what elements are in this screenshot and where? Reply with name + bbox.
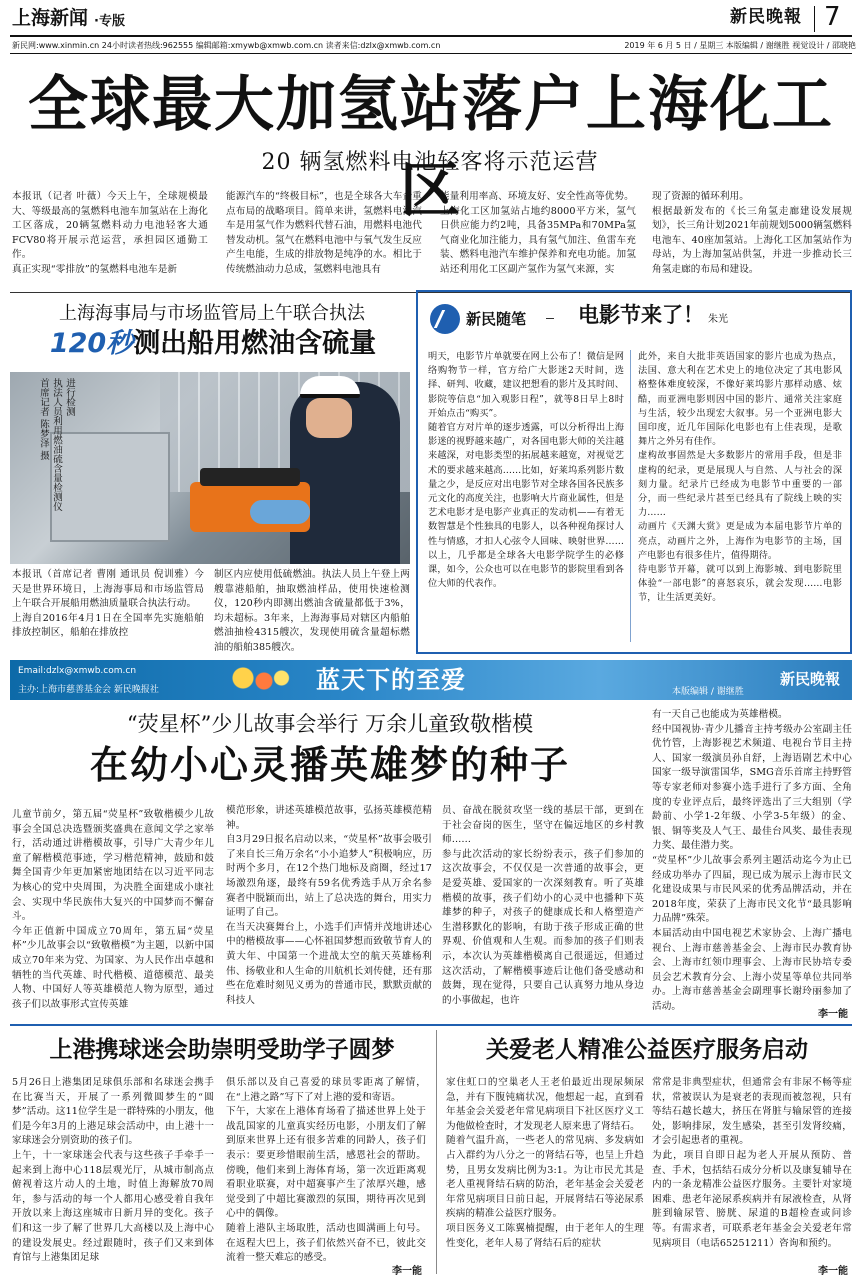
inspection-photo — [10, 372, 410, 564]
photo-caption: 进行检测 执法人员利用燃油硫含量检测仪 首席记者 陈梦泽 摄 — [38, 378, 75, 511]
lead-headline: 全球最大加氢站落户上海化工区 — [28, 70, 834, 226]
maritime-headline — [18, 326, 408, 362]
story-col-1: 儿童节前夕，第五届“荧星杯”致敬楷模少儿故事会全国总决选暨颁奖盛典在意闻文学之家举行，活动通过讲楷模故事，引导广大青少年儿童了解楷模范事迹，学习楷范精神，鼓励和鼓舞全国青少年更加紧密地团结在以习近平同志为核心的党中央周围，为决胜全面建成小康社会、实现中华民族伟大复兴的中国梦而不懈奋斗。 今年正值新中国成立70周年，第五届“荧星杯”少儿故事会以“致敬楷模”为主题，以新中国成立70年来为党、为国家、为人民作出卓越和牺牲的当代英雄、时代楷模、道德模范、最美人物、中国好人等英雄模范人物为原型，通过孩子们以故事形式宣传英雄 — [12, 809, 214, 1010]
story-col-3: 员、奋战在脱贫攻坚一线的基层干部，更到在于社会奋岗的医生，坚守在偏远地区的乡村教师…… 参与此次活动的家长纷纷表示，孩子们参加的这次故事会，不仅仅是一次普通的故事会，更是爱英雄、爱国家的一次深刻教育。听了英雄楷模的故事，孩子们幼小的心灵中也播种下英雄梦的种子，对孩子的健康成长和人格塑造产生潜移默化的影响，有助于孩子形成正确的世界观、价值观和人生观。而参加的孩子们则表示，本次认为英雄楷模离自己很遥远，但通过这次活动，了解楷模事迹后让他们备受感动和鼓舞，现在觉得，只要自己认真努力地从身边的小事做起，也许 — [442, 805, 644, 1006]
maritime-kicker: 上海海事局与市场监管局上午联合执法 — [59, 303, 365, 324]
bottom-right-signature: 李一能 — [818, 1266, 848, 1277]
photo-device-top — [200, 468, 300, 486]
bottom-right-headline: 关爱老人精准公益医疗服务启动 — [486, 1037, 808, 1063]
lead-col-1: 本报讯（记者 叶薇）今天上午，全球规模最大、等级最高的氢燃料电池车加氢站在上海化工区落成，20辆氢燃料动力电池轻客大通FCV80将开展示范运营，承担园区通勤工作。 真正实现“零排放”的氢燃料电池车是新 — [12, 191, 208, 275]
charity-banner — [10, 660, 852, 700]
photo-face — [306, 398, 352, 438]
photo-hand — [250, 500, 310, 524]
edition-label: ·专版 — [94, 14, 125, 29]
masthead-date: 2019 年 6 月 5 日 / 星期三 本版编辑 / 谢继胜 视觉设计 / 邵晓艳 — [624, 41, 856, 50]
masthead-rule-bottom — [10, 53, 852, 54]
lead-col-3: 能量利用率高、环境友好、安全性高等优势。 上海化工区加氢站占地约8000平方米，氢气日供应能力约2吨，具备35MPa和70MPa氢气商业化加注能力，具有氢气加注、鱼雷车充装、燃料电池汽车维护保养和充电功能。加氢站还利用化工区副产氢作为氢气来源，实 — [440, 191, 636, 275]
banner-title: 蓝天下的至爱 — [316, 666, 466, 694]
story-col-4: 有一天自己也能成为英雄楷模。 经中国视协·青少儿播音主持考级办公室副主任优竹管，上海影视艺术频道、电视台节目主持人、国家一级演员孙自舒，上海语剧艺术中心国家一级导演雷国华，SMG音乐首席主持野管等专家老师对参赛小选手进行了多方面、全角度的专业评点后，最终评选出了三大组别（学龄前、小学1-2年级、小学3-5年级）的金、银、铜等奖及人气王、最佳台风奖、最佳表现力奖、最佳潜力奖。 “荧星杯”少儿故事会系列主题活动迄今为止已经成功举办了四届，现已成为展示上海市民文化建设成果与市民风采的优秀品牌活动，并在2018年度，荣获了上海市民文化节“最具影响力品牌”殊荣。 本届活动由中国电视艺术家协会、上海广播电视台、上海市慈善基金会、上海市民办教育协会、上海市红领巾理事会、上海市民协培专委员会艺术教育分会、上海小荧星等单位共同举办。上海市慈善基金会副理事长谢玲丽参加了活动。 — [652, 709, 852, 1012]
heart-icon — [222, 666, 292, 696]
section-name: 上海新闻 — [12, 7, 89, 29]
essay-column-logo — [428, 298, 558, 338]
essay-col-1: 明天，电影节片单就要在网上公布了！微信是网络购物节一样，官方给广大影迷2天时间，选择、研判、收藏，建议把想看的影片及其时间、影院等信息“加入观影日程”，就等8日早上8时开始点击“购买”。 随着官方对片单的逐步透露，可以分析得出上海影迷的视野越来越广，对各国电影大师的关注越来越深，对电影类型的拓展越来越宽，对视觉艺术的要求越来越高……比如，好莱坞系列影片数量之少，是反应对出电影节对全球各国各民族多元文化的高度关注，也影响大片商业属性，但是艺术电影才是电影产业真正的发动机——有着无数智慧是个性独具的电影人，以各种视角探讨人性与情感，才扣人心弦令人回味、映射世界……以上，几乎都是全球各大电影学院学生的必修课，如今，公众也可以在电影节的影院里看到各位大师的代表作。 — [428, 351, 624, 590]
maritime-col-1: 本报讯（首席记者 曹刚 通讯员 倪训雅）今天是世界环境日，上海海事局和市场监管局上午联合开展船用燃油质量联合执法行动。 上海自2016年4月1日在全国率先实施船舶排放控制区，船舶在排放控 — [12, 569, 204, 639]
bottom-left-headline: 上港携球迷会助崇明受助学子圆梦 — [49, 1037, 395, 1063]
story-signature: 李一能 — [818, 1009, 848, 1020]
bottom-divider — [436, 1030, 437, 1274]
story-kicker: “荧星杯”少儿故事会举行 万余儿童致敬楷模 — [126, 712, 534, 736]
lead-col-2: 能源汽车的“终极目标”，也是全球各大车企重点布局的战略项目。简单来讲，氢燃料电池汽车是用氢气作为燃料代替石油，用燃料电池代替发动机。氢气在燃料电池中与氧气发生反应产生电能，生成的排放物是纯净的水。相比于传统燃油动力总成，氢燃料电池具有 — [226, 191, 422, 275]
page-divider — [814, 6, 815, 32]
essay-column-name: 新民随笔 — [466, 310, 527, 328]
banner-logo: 新民晚報 — [780, 670, 841, 688]
photo-officer-cap — [300, 376, 360, 398]
essay-author: 朱光 — [708, 314, 728, 325]
bottom-right-col-2: 常常是非典型症状，但通常会有非尿不畅等症状，常被误认为是衰老的表现而被忽视，只有等结石越长越大，挤压在肾脏与输尿管的连接处，影响排尿，发生感染，甚至引发肾绞痛，才会引起患者的重视。 为此，项目自即日起为老人开展从预防、普查、手术，包括结石成分分析以及康复辅导在内的一条龙精准公益医疗服务。主要针对家境困难、患老年泌尿系疾病并有尿液检查，从肾脏到输尿管、膀胱、尿道的B超检查或问诊等。有需求者，可联系老年基金会关爱老年常见病项目（电话65251211）咨询和预约。 — [652, 1077, 852, 1249]
essay-title: 电影节来了！ — [578, 303, 704, 327]
masthead-info: 新民网:www.xinmin.cn 24小时读者热线:962555 编辑邮箱:xmywb@xmwb.com.cn 读者来信:dzlx@xmwb.com.cn — [12, 41, 441, 50]
headline-emphasis: 120秒 — [49, 328, 134, 359]
story-col-2: 模范形象，讲述英雄模范故事，弘扬英雄模范精神。 自3月29日报名启动以来，“荧星杯”故事会吸引了来自长三角万余名“小小追梦人”积极响应，历时两个多月，在12个热门地标及商圈，经过17场激烈角逐，最终有59名优秀选手从万余名参赛者中脱颖而出，站上了总决选的舞台，用实力证明了自己。 在当天决赛舞台上，小选手们声情并茂地讲述心中的楷模故事——心怀祖国梦想而致敬节育人的黄大年、中国第一个进战太空的航天英雄杨利伟、扬敬业和人生命的川航机长刘传健，还有那些在危难时刻见义勇为的普通市民，默默贡献的科技人 — [226, 805, 432, 1006]
section-rule — [10, 1024, 852, 1026]
essay-divider — [630, 350, 631, 642]
essay-box — [416, 290, 852, 654]
essay-title-rule — [546, 318, 554, 319]
headline-rest: 测出船用燃油含硫量 — [133, 328, 377, 359]
banner-host: 主办:上海市慈善基金会 新民晚报社 — [18, 685, 159, 695]
lead-col-4: 现了资源的循环利用。 根据最新发布的《长三角氢走廊建设发展规划》，长三角计划2021年前规划5000辆氢燃料电池车、40座加氢站。上海化工区加氢站作为母站，为上海加氢站供氢，并进一步推动长三角氢走廊的布局和建设。 — [652, 191, 852, 275]
bottom-left-col-2: 俱乐部以及自己喜爱的球员零距离了解情，在“上港之路”写下了对上港的爱和寄语。 下午，大家在上港体育场看了描述世界上处于战乱国家的儿童真实经历电影，小朋友们了解到原来世界上还有很多苦难的同龄人，孩子们表示：要更珍惜眼前生活，感恩社会的帮助。傍晚，他们来到上海体育场，第一次近距离观看职业联赛，对中超赛事产生了浓厚兴趣，感觉受到了中超比赛激烈的氛围，期待再次见到心中的偶像。 随着上港队主场取胜，活动也圆满画上句号。在返程大巴上，孩子们依然兴奋不已，彼此交流着一整天难忘的感受。 — [226, 1077, 426, 1264]
essay-col-2: 此外，来自大批非英语国家的影片也成为热点，法国、意大利在艺术史上的地位决定了其电影风格整体难度较深，不像好莱坞影片那样动感、炫酷，而亚洲电影则因中国的影片、通常关注家庭与生活，较少出现宏大叙事。另一个亚洲电影大国印度，近几年国际化电影也有上佳表现，是歌舞片之外另有佳作。 虚构故事固然是大多数影片的常用手段，但是非虚构的纪录，更是展现人与自然、人与社会的深刻力量。纪录片已经成为电影节中重要的一部分，而一些纪录片甚至已经具有了院线上映的实力…… 动画片《天渊大赏》更是成为本届电影节片单的亮点，动画片之外，上海作为电影节的主场，国产电影也有很多佳片，值得期待。 待电影节开幕，就可以到上海影城、到电影院里体验“一部电影”的喜怒哀乐，就会发现……电影节，让生活更美好。 — [638, 351, 842, 604]
masthead — [0, 0, 862, 60]
bottom-right-col-1: 家住虹口的空巢老人王老伯最近出现尿频尿急，并有下腹钝痛状况，他想起一起，直到看年基金会关爱老年常见病项目下社区医疗义工为他做检查时，才发现老人原来患了肾结石。 随着气温升高，一些老人的常见病、多发病如占入群约为八分之一的肾结石等，也呈上升趋势，且男女发病比例为3:1。为让市民尤其是老人重视肾结石病的防治，老年基金会关爱老年常见病项目日前日起，开展肾结石等泌尿系疾病的精准公益医疗服务。 项目医务义工陈翼楠提醒，由于老年人的生理性变化，老年人易了肾结石后的症状 — [446, 1077, 644, 1249]
page-number: 7 — [824, 2, 841, 32]
story-headline: 在幼小心灵播英雄梦的种子 — [89, 743, 570, 787]
lead-subhead: 20 辆氢燃料电池轻客将示范运营 — [261, 150, 599, 175]
maritime-col-2: 制区内应使用低硫燃油。执法人员上午登上两艘靠港船舶，抽取燃油样品，使用快速检测仪，120秒内即测出燃油含硫量都低于3%，均未超标。3年来，上海海事局对辖区内船舶燃油抽检4315艘次，发现使用硫含量超标燃油的船舶385艘次。 — [214, 569, 410, 653]
bottom-left-signature: 李一能 — [392, 1266, 422, 1277]
bottom-left-col-1: 5月26日上港集团足球俱乐部和名球迷会携手在比赛当天，开展了一系列微圆梦生的“圆梦”活动。这11位学生是一群特殊的小朋友，他们是今年3月的上港足球会活动中，由上港十一家球迷会分别资助的孩子们。 上午，十一家球迷会代表与这些孩子手牵手一起来到上海中心118层观光厅，从城市制高点俯视着这片动人的土地，时值上海解放70周年，参与活动的每一个人都用心感受着自我年开放以来上海这座城市日新月异的变化。孩子们和这一步了解了世界几大高楼以及上海中心的建设发展史。经过跟随时，孩子们又来到体育馆与上港集团足球 — [12, 1077, 214, 1264]
paper-logo: 新民晚報 — [730, 7, 802, 27]
banner-editor: 本版编辑 / 谢继胜 — [672, 687, 744, 697]
banner-email: Email:dzlx@xmwb.com.cn — [18, 666, 137, 676]
masthead-rule — [10, 35, 852, 37]
